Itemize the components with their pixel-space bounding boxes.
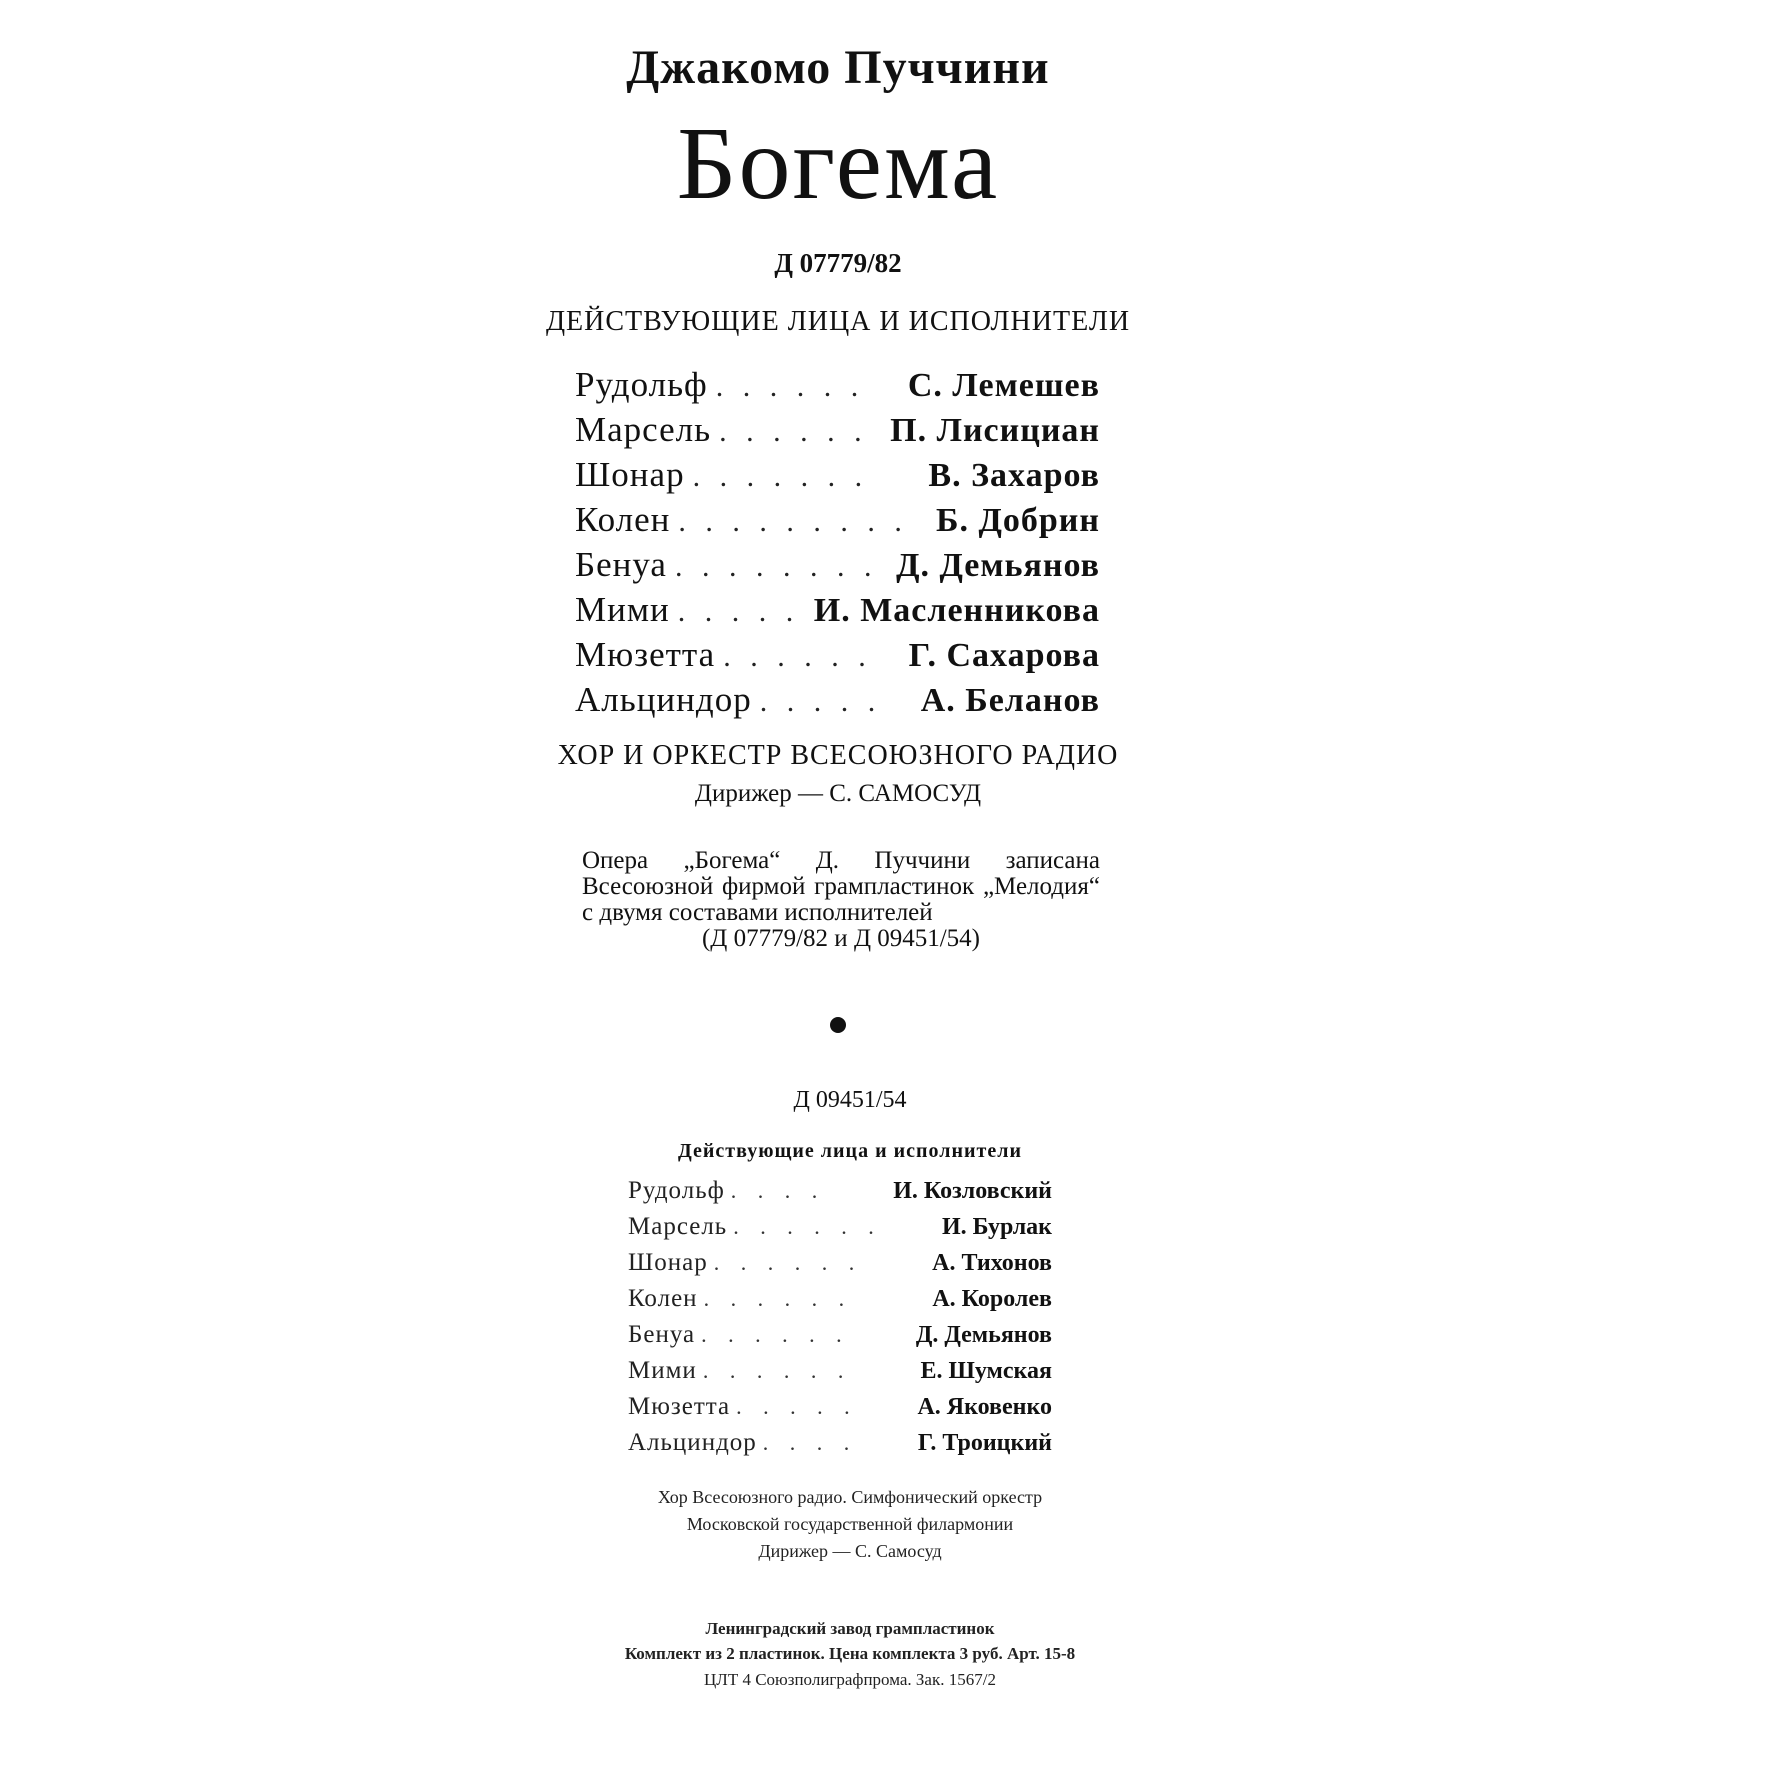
singer-name: П. Лисициан (890, 412, 1100, 449)
role-name: Мюзетта (575, 635, 716, 674)
role-name: Рудольф (575, 365, 708, 404)
cast-row (628, 1357, 1052, 1393)
ensemble-2-line-1: Хор Всесоюзного радио. Симфонический оркестр (657, 1487, 1043, 1507)
imprint-factory: Ленинградский завод грампластинок (705, 1619, 995, 1638)
composer-name: Джакомо Пуччини (626, 41, 1050, 94)
recording-note (582, 848, 1100, 952)
cast-row (575, 500, 1100, 545)
role-name: Мюзетта (628, 1393, 731, 1420)
role-name: Мими (575, 590, 670, 629)
singer-name: Б. Добрин (936, 502, 1100, 539)
role-name: Альциндор (628, 1429, 757, 1456)
cast-row (628, 1393, 1052, 1429)
role-name: Шонар (628, 1249, 708, 1276)
role-name: Колен (575, 500, 671, 539)
dot-leader: . . . . (762, 1430, 858, 1455)
role-name: Альциндор (575, 680, 752, 719)
singer-name: Г. Троицкий (917, 1430, 1052, 1456)
dot-leader: . . . . . . (702, 1358, 852, 1383)
singer-name: А. Яковенко (917, 1394, 1052, 1420)
imprint-printer: ЦЛТ 4 Союзполиграфпрома. Зак. 1567/2 (704, 1670, 996, 1689)
singer-name: А. Тихонов (932, 1250, 1052, 1276)
cast-row (575, 365, 1100, 410)
cast-heading-1: ДЕЙСТВУЮЩИЕ ЛИЦА И ИСПОЛНИТЕЛИ (545, 306, 1131, 337)
opera-title: Богема (676, 106, 1000, 221)
role-name: Марсель (628, 1213, 728, 1240)
cast-row (628, 1213, 1052, 1249)
dot-leader: . . . . . (736, 1394, 858, 1419)
singer-name: Д. Демьянов (915, 1322, 1052, 1348)
ensemble-1: ХОР И ОРКЕСТР ВСЕСОЮЗНОГО РАДИО (557, 740, 1119, 771)
cast-row (575, 455, 1100, 500)
cast-row (628, 1249, 1052, 1285)
role-name: Колен (628, 1285, 698, 1312)
cast-row (575, 590, 1100, 635)
dot-leader: . . . . . . (719, 415, 868, 448)
role-name: Бенуа (575, 545, 667, 584)
imprint-price: Комплект из 2 пластинок. Цена комплекта 3 руб. Арт. 15-8 (624, 1644, 1076, 1663)
conductor-2: Дирижер — С. Самосуд (758, 1541, 942, 1561)
role-name: Рудольф (628, 1177, 725, 1204)
cast-row (628, 1321, 1052, 1357)
dot-leader: . . . . . . (713, 1250, 863, 1275)
ensemble-2-line-2: Московской государственной филармонии (686, 1514, 1014, 1534)
cast-row (575, 545, 1100, 590)
cast-row (575, 635, 1100, 680)
singer-name: Г. Сахарова (908, 637, 1100, 674)
dot-leader: . . . . . . . . (674, 550, 878, 583)
singer-name: Д. Демьянов (896, 547, 1100, 584)
singer-name: И. Масленникова (813, 592, 1100, 629)
singer-name: В. Захаров (928, 457, 1100, 494)
dot-leader: . . . . . . . (692, 460, 869, 493)
dot-leader: . . . . . (677, 595, 800, 628)
cast-row (575, 680, 1100, 725)
conductor-1: Дирижер — С. САМОСУД (694, 780, 982, 807)
singer-name: И. Козловский (893, 1178, 1052, 1204)
dot-leader: . . . . . . (723, 640, 872, 673)
catalog-number-1: Д 07779/82 (774, 248, 902, 278)
singer-name: Е. Шумская (920, 1358, 1052, 1384)
role-name: Шонар (575, 455, 685, 494)
note-catalogs: (Д 07779/82 и Д 09451/54) (701, 925, 981, 952)
cast-row (628, 1177, 1052, 1213)
dot-leader: . . . . . . (733, 1214, 882, 1239)
singer-name: А. Королев (932, 1286, 1052, 1312)
role-name: Марсель (575, 410, 712, 449)
dot-leader: . . . . . . (703, 1286, 853, 1311)
note-body: Опера „Богема“ Д. Пуччини записана Всесоюзной фирмой грампластинок „Мелодия“ с двумя составами исполнителей (582, 847, 1100, 926)
singer-name: А. Беланов (920, 682, 1100, 719)
dot-leader: . . . . . . (701, 1322, 850, 1347)
role-name: Мими (628, 1357, 697, 1384)
role-name: Бенуа (628, 1321, 696, 1348)
separator-bullet (830, 1017, 846, 1033)
cast-row (628, 1285, 1052, 1321)
dot-leader: . . . . . (759, 685, 882, 718)
singer-name: С. Лемешев (907, 367, 1100, 404)
dot-leader: . . . . . . (715, 370, 865, 403)
catalog-number-2: Д 09451/54 (793, 1087, 907, 1113)
cast-row (628, 1429, 1052, 1465)
singer-name: И. Бурлак (942, 1214, 1052, 1240)
cast-heading-2: Действующие лица и исполнители (678, 1140, 1022, 1162)
dot-leader: . . . . . . . . . (678, 505, 908, 538)
dot-leader: . . . . (730, 1178, 826, 1203)
cast-row (575, 410, 1100, 455)
